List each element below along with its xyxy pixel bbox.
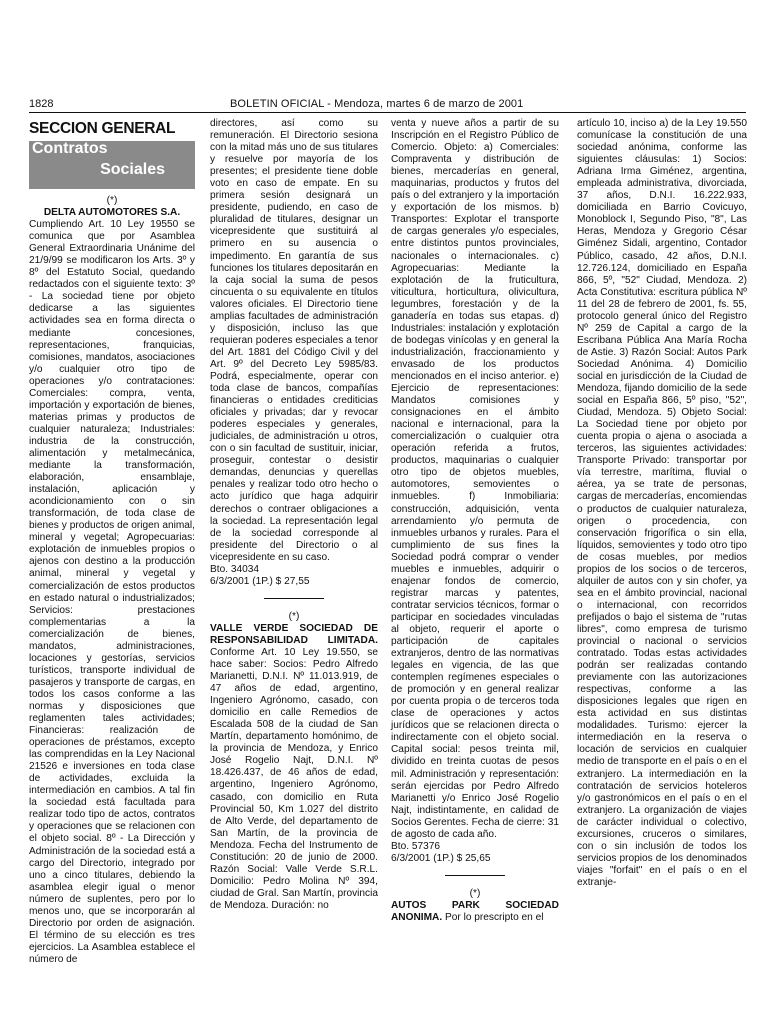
notice-separator — [264, 598, 324, 599]
notice1-mark: (*) — [106, 195, 118, 206]
section-title: SECCION GENERAL — [29, 120, 176, 137]
page-number: 1828 — [29, 98, 54, 110]
column-3-flow — [391, 118, 559, 924]
notice1-bto: Bto. 34034 — [210, 563, 259, 575]
notice1-text-cont: directores, así como su remuneración. El Directorio sesiona con la mitad más uno de sus titulares y resuelve por mayoría de los presentes; el presidente tiene doble voto en caso de empate. En su primera sesión designará un presidente, pudiendo, en caso de pluralidad de titulares, designar un vicepresidente que sustituirá al primero en su ausencia o impedimento. En garantía de sus funciones los titulares depositarán en la caja social la suma de pesos cincuenta o su equivalente en títulos valores oficiales. El Directorio tiene amplias facultades de administración y disposición, incluso las que requieran poderes especiales a tenor del Art. 1881 del Código Civil y del Art. 9º del Decreto Ley 5985/83. Podrá, especialmente, operar con toda clase de bancos, compañías financieras o entidades crediticias oficiales y privadas; dar y revocar poderes especiales y generales, judiciales, de administración u otros, con o sin facultad de sustituir, iniciar, proseguir, contestar o desistir demandas, denuncias y querellas penales y realizar todo otro hecho o acto jurídico que haga adquirir derechos o contraer obligaciones a la sociedad. La representación legal de la sociedad corresponde al presidente del Directorio o al vicepresidente en su caso. — [210, 118, 378, 563]
notice2-text: Conforme Art. 10 Ley 19.550, se hace saber: Socios: Pedro Alfredo Marianetti, D.N.I. Nº 11.013.919, de 47 años de edad, argentino, Ingeniero Agrónomo, casado, con domicilio en calle Remedios de Escalada 508 de la ciudad de San Martín, departamento homónimo, de la provincia de Mendoza, y Enrico José Rogelio Najt, D.N.I. Nº 18.426.437, de 46 años de edad, argentino, Ingeniero Agrónomo, casado, con domicilio en Ruta Provincial 50, Km 1.027 del distrito de Alto Verde, del departamento de San Martín, de la provincia de Mendoza. Fecha del Instrumento de Constitución: 20 de junio de 2000. Razón Social: Valle Verde S.R.L. Domicilio: Pedro Molina Nº 394, ciudad de Gral. San Martín, provincia de Mendoza. Duración: no — [210, 646, 378, 911]
notice3-name: AUTOS PARK SOCIEDAD ANONIMA. — [391, 899, 559, 923]
notice2-body — [210, 623, 378, 912]
column-2 — [210, 118, 378, 911]
notice3-text: Por lo prescripto en el — [445, 912, 544, 923]
notice2-bto: Bto. 57376 — [391, 840, 440, 852]
column-3 — [391, 118, 559, 923]
notice-separator — [445, 875, 505, 876]
section-box-line1: Contratos — [32, 140, 108, 157]
column-2-flow — [210, 118, 378, 912]
notice2-mark: (*) — [288, 610, 300, 622]
header-rule — [29, 112, 746, 113]
notice2-text-cont: venta y nueve años a partir de su Inscripción en el Registro Público de Comercio. Objeto: a) Comerciales: Compraventa y distribución de bienes, mercaderías en general, maquinarias, productos y frutos del país o del extranjero y la importación y exportación de los mismos. b) Transportes: Explotar el transporte de cargas generales y/o especiales, entre distintos puntos provinciales, nacionales o internacionales. c) Agropecuarias: Mediante la explotación de la fruticultura, viticultura, horticultura, olivicultura, legumbres, forestación y de la ganadería en todas sus etapas. d) Industriales: instalación y explotación de bodegas vinícolas y en general la industrialización, fraccionamiento y envasado de los productos mencionados en el inciso anterior. e) Ejercicio de representaciones: Mandatos comisiones y consignaciones en el ámbito nacional e internacional, para la comercialización o cualquier otra operación referida a frutos, productos, maquinarias o cualquier otro tipo de objetos muebles, automotores, semovientes o inmuebles. f) Inmobiliaria: construcción, adquisición, venta arrendamiento y/o permuta de inmuebles urbanos y rurales. Para el cumplimiento de sus fines la Sociedad podrá comprar o vender muebles e inmuebles, adquirir o enajenar fondos de comercio, registrar marcas y patentes, contratar servicios técnicos, formar o participar en sociedades vinculadas al objeto, requerir el aporte o participación de capitales extranjeros, dentro de las normativas legales en vigencia, de las que contemplen regímenes especiales o de promoción y en general realizar por cuenta propia o de terceros toda clase de operaciones y actos jurídicos que se relacionen directa o indirectamente con el objeto social. Capital social: pesos treinta mil, dividido en treinta cuotas de pesos mil. Administración y representación: serán ejercidas por Pedro Alfredo Marianetti y/o Enrico José Rogelio Najt, indistintamente, en calidad de Socios Gerentes. Fecha de cierre: 31 de agosto de cada año. — [391, 118, 559, 840]
notice3-body — [391, 900, 559, 924]
notice1-text: Cumpliendo Art. 10 Ley 19550 se comunica que por Asamblea General Extraordinaria Unánime del 21/9/99 se modificaron los Arts. 3º y 8º del Estatuto Social, quedando redactados con el siguiente texto: 3º - La sociedad tiene por objeto dedicarse a las siguientes actividades sea en forma directa o mediante concesiones, representaciones, franquicias, comisiones, mandatos, asociaciones y/o cualquier otro tipo de operaciones y/o contrataciones: Comerciales: compra, venta, importación y exportación de bienes, materias primas y productos de cualquier naturaleza; Industriales: industria de la construcción, alimentación y metalmecánica, mediante la transformación, elaboración, ensamblaje, instalación, aplicación y acondicionamiento con o sin transformación, de toda clase de bienes y productos de origen animal, mineral y vegetal; Agropecuarias: explotación de inmuebles propios o ajenos con destino a la producción animal, mineral y vegetal y comercialización de estos productos en estado natural o industrializados; Servicios: prestaciones complementarias a la comercialización de bienes, mandatos, administraciones, locaciones y gestorías, servicios turísticos, transporte individual de pasajeros y transporte de cargas, en todos los casos conforme a las normas y disposiciones que reglamenten tales actividades; Financieras: realización de operaciones de préstamos, excepto las comprendidas en la Ley Nacional 21526 e inversiones en toda clase de actividades, excluida la intermediación en cambios. A tal fin la sociedad está facultada para realizar todo tipo de actos, contratos y operaciones que se relacionen con el objeto social. 8º - La Dirección y Administración de la sociedad está a cargo del Directorio, integrado por uno a cinco titulares, debiendo la asamblea elegir igual o menor número de suplentes, pero por lo menos uno, que se incorporarán al Directorio por orden de asignación. El término de su elección es tres ejercicios. La Asamblea establece el número de — [29, 219, 195, 965]
notice2-date: 6/3/2001 (1P.) $ 25,65 — [391, 852, 491, 864]
column-4 — [577, 118, 747, 908]
column-1 — [29, 118, 195, 965]
notice3-mark: (*) — [469, 887, 481, 899]
notice1-name: DELTA AUTOMOTORES S.A. — [43, 207, 181, 219]
notice3-text-cont: artículo 10, inciso a) de la Ley 19.550 comunícase la constitución de una sociedad anónima, conforme las siguientes cláusulas: 1) Socios: Adriana Irma Giménez, argentina, empleada administrativa, divorciada, 37 años, D.N.I. 16.222.933, domiciliada en Barrio Covicuyo, Monoblock I, Segundo Piso, "8", Las Heras, Mendoza y Gregorio César Giménez Sidali, argentino, Contador Público, casado, 42 años, D.N.I. 12.726.124, domiciliado en España 866, 5º, "52" Ciudad, Mendoza. 2) Acta Constitutiva: escritura pública Nº 11 del 28 de febrero de 2001, fs. 55, protocolo general único del Registro Nº 259 de Capital a cargo de la Escribana Pública Ana María Rocha de Astie. 3) Razón Social: Autos Park Sociedad Anónima. 4) Domicilio social en jurisdicción de la Ciudad de Mendoza, fijando domicilio de la sede social en España 866, 5º piso, "52", Ciudad, Mendoza. 5) Objeto Social: La Sociedad tiene por objeto por cuenta propia o ajena o asociada a terceros, las siguientes actividades: Transporte Privado: transportar por vía terrestre, marítima, fluvial o aérea, ya se trate de personas, cargas de mercaderías, encomiendas o productos de cualquier naturaleza, origen o procedencia, con conservación frigorífica o sin ella, líquidos, semovientes y todo otro tipo de cosas muebles, por medios propios de los socios o de terceros, alquiler de autos con y sin chofer, ya sea en el ámbito provincial, nacional o internacional, con recorridos prefijados o bajo el sistema de "rutas libres", como empresa de turismo provincial o nacional o servicios contratado. Todas estas actividades podrán ser realizadas contando previamente con las autorizaciones respectivas, conforme a las disposiciones legales que rigen en esta actividad en sus distintas modalidades. Turismo: ejercer la intermediación en la reserva o locación de servicios en cualquier medio de transporte en el país o en el extranjero. La intermediación en la contratación de servicios hoteleros y/o gastronómicos en el país o en el extranjero. La organización de viajes de carácter individual o colectivo, excursiones, cruceros o similares, con o sin inclusión de todos los servicios propios de los denominados viajes "forfait" en el país o en el extranje- — [577, 118, 747, 888]
page-header-title: BOLETIN OFICIAL - Mendoza, martes 6 de marzo de 2001 — [230, 98, 524, 110]
section-box — [29, 141, 195, 189]
column-4-flow — [577, 118, 747, 889]
notice2-name: VALLE VERDE SOCIEDAD DE RESPONSABILIDAD LIMITADA. — [210, 622, 378, 646]
section-box-line2: Sociales — [100, 161, 165, 178]
notice1-date: 6/3/2001 (1P.) $ 27,55 — [210, 575, 310, 587]
